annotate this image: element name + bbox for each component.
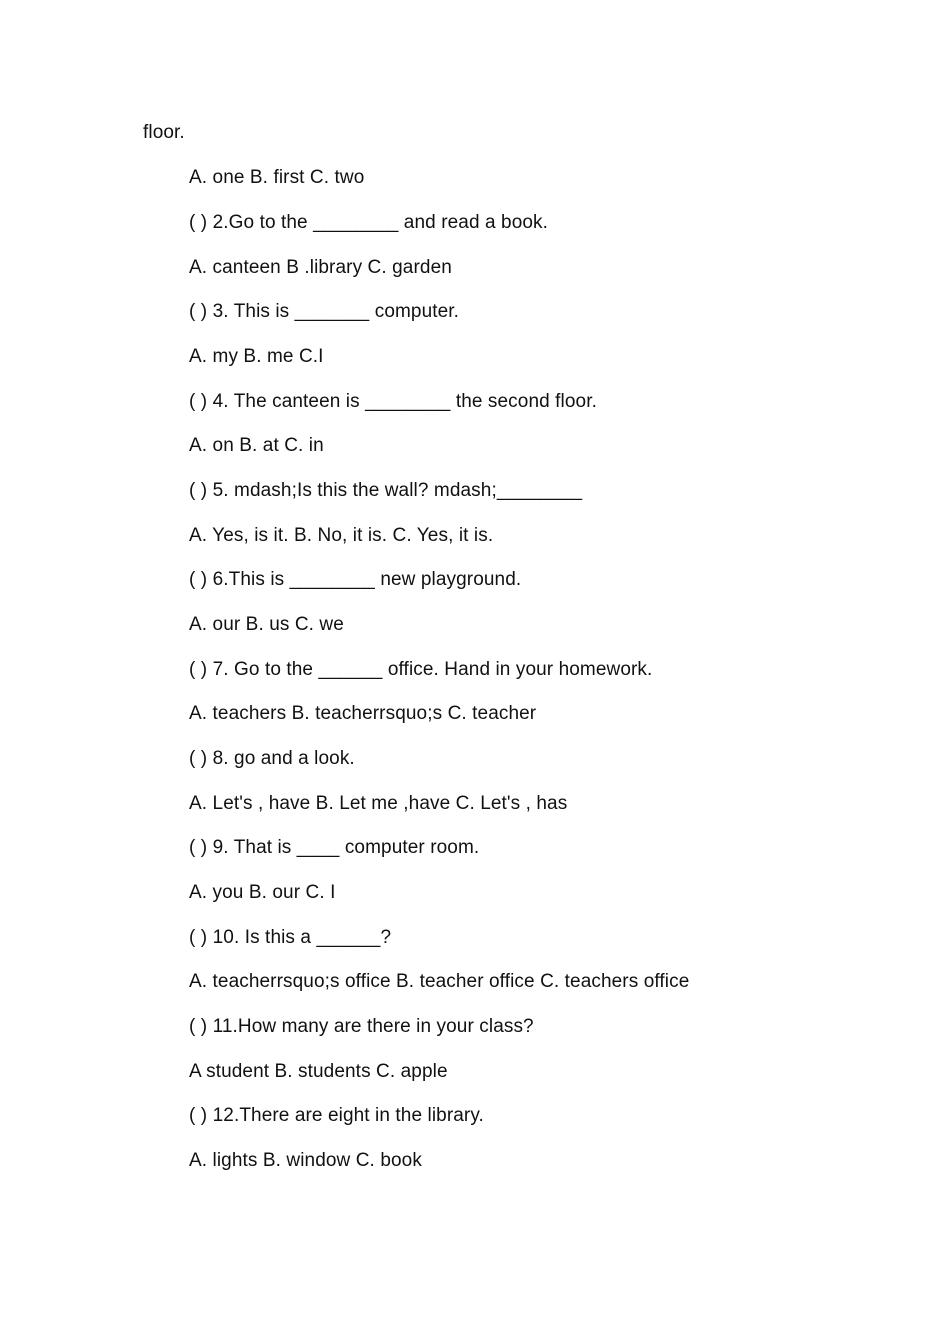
question-line: ( ) 8. go and a look.: [189, 748, 355, 769]
option-line: A. on B. at C. in: [189, 435, 324, 456]
option-line: A. my B. me C.I: [189, 346, 324, 367]
option-line: A. you B. our C. I: [189, 882, 336, 903]
question-line: ( ) 7. Go to the ______ office. Hand in your homework.: [189, 659, 653, 680]
question-line: ( ) 4. The canteen is ________ the second floor.: [189, 391, 597, 412]
question-line: ( ) 2.Go to the ________ and read a book.: [189, 212, 549, 233]
question-line: ( ) 10. Is this a ______?: [189, 927, 392, 948]
question-line: ( ) 12.There are eight in the library.: [189, 1105, 484, 1126]
option-line: A student B. students C. apple: [189, 1061, 448, 1082]
option-line: A. one B. first C. two: [189, 167, 365, 188]
option-line: A. Yes, is it. B. No, it is. C. Yes, it is.: [189, 525, 494, 546]
question-line: ( ) 5. mdash;Is this the wall? mdash;________: [189, 480, 583, 501]
option-line: A. canteen B .library C. garden: [189, 257, 452, 278]
option-line: A. lights B. window C. book: [189, 1150, 422, 1171]
question-line: ( ) 11.How many are there in your class?: [189, 1016, 534, 1037]
question-line: ( ) 3. This is _______ computer.: [189, 301, 460, 322]
option-line: A. teacherrsquo;s office B. teacher office C. teachers office: [189, 971, 690, 992]
question-line: ( ) 9. That is ____ computer room.: [189, 837, 480, 858]
text-line: floor.: [143, 122, 185, 143]
question-line: ( ) 6.This is ________ new playground.: [189, 569, 522, 590]
option-line: A. Let's , have B. Let me ,have C. Let's , has: [189, 793, 568, 814]
option-line: A. teachers B. teacherrsquo;s C. teacher: [189, 703, 537, 724]
option-line: A. our B. us C. we: [189, 614, 344, 635]
